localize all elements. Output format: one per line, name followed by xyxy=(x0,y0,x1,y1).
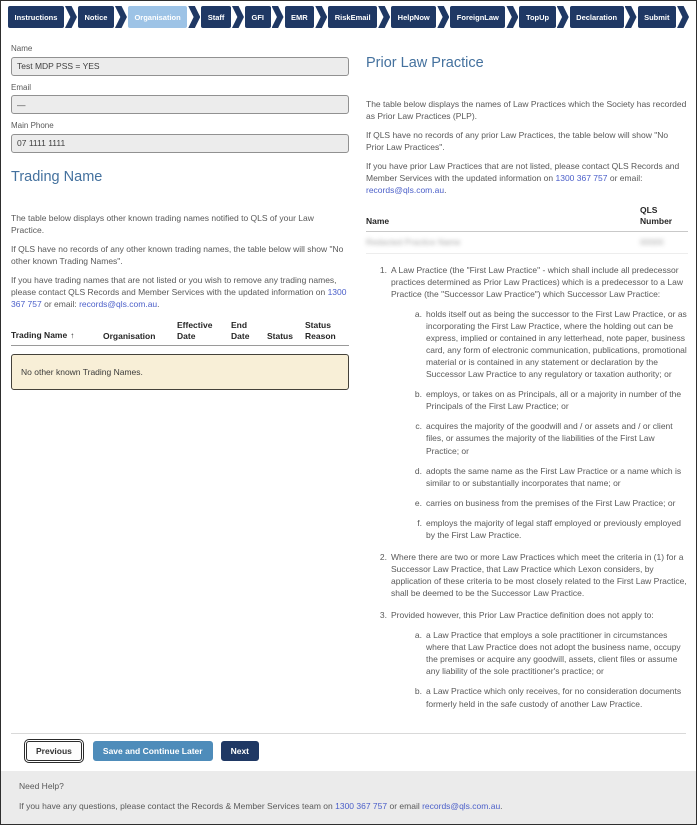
help-text xyxy=(19,801,678,811)
email-input[interactable] xyxy=(11,95,349,114)
plp-definitions-list xyxy=(366,264,688,710)
tab-staff[interactable] xyxy=(201,6,231,28)
chevron-right-icon xyxy=(506,6,518,28)
tab-notice[interactable] xyxy=(78,6,114,28)
list-letter: c. xyxy=(415,421,422,432)
main-phone-input[interactable] xyxy=(11,134,349,153)
list-letter: d. xyxy=(414,465,422,476)
subitem-text: acquires the majority of the goodwill and / or assets and / or client files, or assumes the majority of the liabilities of the First Law Practice; or xyxy=(426,421,673,456)
trading-column-header[interactable] xyxy=(231,318,267,346)
list-letter: a. xyxy=(414,630,422,641)
description-text: . xyxy=(157,298,160,309)
description-text: or email: xyxy=(44,298,77,309)
plp-description-3 xyxy=(366,160,688,196)
name-field-group xyxy=(11,44,349,76)
tab-label: EMR xyxy=(291,12,308,22)
list-number: 3. xyxy=(379,610,387,621)
chevron-right-icon xyxy=(272,6,284,28)
email-field-group xyxy=(11,83,349,115)
definition-subitem xyxy=(391,465,688,489)
tab-label: Notice xyxy=(84,12,108,22)
definition-subitem xyxy=(391,308,688,380)
list-number: 2. xyxy=(379,551,387,562)
definition-item xyxy=(375,609,688,709)
tab-label: HelpNow xyxy=(397,12,430,22)
description-text: . xyxy=(444,185,447,196)
no-trading-names-notice: No other known Trading Names. xyxy=(11,354,349,390)
trading-name-heading: Trading Name xyxy=(11,168,103,185)
plp-table-header-row xyxy=(366,203,688,231)
plp-description-2: If QLS have no records of any prior Law Practices, the table below will show "No Prior Law Practices". xyxy=(366,130,669,153)
description-text: or email: xyxy=(609,173,643,184)
tab-gfi[interactable] xyxy=(245,6,271,28)
definition-text: Provided however, this Prior Law Practice definition does not apply to: xyxy=(391,610,654,621)
breadcrumb xyxy=(1,1,696,32)
trading-table-header-row xyxy=(11,318,349,346)
trading-column-header[interactable] xyxy=(305,318,349,346)
help-text-body: If you have any questions, please contact the Records & Member Services team on xyxy=(19,800,333,811)
list-number: 1. xyxy=(379,264,387,275)
prior-law-practice-heading: Prior Law Practice xyxy=(366,55,484,71)
description-text: If you have trading names that are not listed or you wish to remove any trading names, please contact QLS Records and Member Services with the updated information on xyxy=(11,274,337,297)
prior-law-practices-table xyxy=(366,203,688,253)
chevron-right-icon xyxy=(625,6,637,28)
tab-label: Submit xyxy=(644,12,670,22)
help-footer xyxy=(1,771,696,824)
plp-description-1: The table below displays the names of Law Practices which the Society has recorded as Prior Law Practices (PLP). xyxy=(366,99,687,122)
tab-foreignlaw[interactable] xyxy=(450,6,505,28)
main-phone-field-group xyxy=(11,121,349,153)
definition-subitem xyxy=(391,517,688,541)
tab-helpnow[interactable] xyxy=(391,6,436,28)
right-column xyxy=(366,44,688,720)
chevron-right-icon xyxy=(557,6,569,28)
table-row xyxy=(366,231,688,253)
previous-button[interactable]: Previous xyxy=(26,741,82,761)
trading-column-header[interactable] xyxy=(103,318,177,346)
sort-ascending-icon: ↑ xyxy=(70,331,75,341)
save-and-continue-button[interactable]: Save and Continue Later xyxy=(93,741,213,761)
subitem-text: adopts the same name as the First Law Practice or a name which is similar to or substantially incorporates that name; or xyxy=(426,465,682,488)
column-header-label: Effective Date xyxy=(177,319,213,341)
name-label: Name xyxy=(11,44,33,53)
tab-label: Organisation xyxy=(134,12,181,22)
tab-label: RiskEmail xyxy=(334,12,371,22)
column-header-label: End Date xyxy=(231,319,250,341)
column-header-label: Organisation xyxy=(103,330,156,341)
name-column-header: Name xyxy=(366,203,640,231)
subitem-text: a Law Practice which only receives, for no consideration documents formerly held in the safe custody of another Law Practice. xyxy=(426,686,682,709)
trading-column-header[interactable] xyxy=(267,318,305,346)
definition-subitem xyxy=(391,497,688,509)
left-column xyxy=(11,44,349,720)
chevron-right-icon xyxy=(677,6,689,28)
list-letter: f. xyxy=(417,517,422,528)
definition-subitem xyxy=(391,420,688,456)
actions-bar xyxy=(1,734,696,771)
chevron-right-icon xyxy=(437,6,449,28)
column-header-label: Status xyxy=(267,330,293,341)
email-link[interactable]: records@qls.com.au xyxy=(79,298,158,309)
tab-riskemail[interactable] xyxy=(328,6,377,28)
chevron-right-icon xyxy=(115,6,127,28)
subitem-text: employs the majority of legal staff employed or previously employed by the First Law Practice. xyxy=(426,517,681,540)
subitem-text: a Law Practice that employs a sole practitioner in circumstances where that Law Practice does not adopt the business name, occupy the premises or acquire any goodwill, assets, client files or assume any liability of the sole practitioner's practice; or xyxy=(426,630,681,677)
chevron-right-icon xyxy=(188,6,200,28)
definition-subitem xyxy=(391,388,688,412)
tab-topup[interactable] xyxy=(519,6,555,28)
help-text-body: . xyxy=(500,800,503,811)
main-content xyxy=(1,32,696,720)
chevron-right-icon xyxy=(315,6,327,28)
chevron-right-icon xyxy=(232,6,244,28)
definition-text: A Law Practice (the "First Law Practice" - which shall include all predecessor practices determined as Prior Law Practices) which is a predecessor to a Law Practice (the "Successor Law Practice") which Successor Law Practice: xyxy=(391,264,683,299)
tab-label: Staff xyxy=(207,12,225,22)
phone-link[interactable]: 1300 367 757 xyxy=(335,800,388,811)
description-text: If you have prior Law Practices that are not listed, please contact QLS Records and Member Services with the updated information on xyxy=(366,161,680,184)
redacted-qls-number: 00000 xyxy=(640,236,664,247)
list-letter: a. xyxy=(414,308,422,319)
trading-name-description-2: If QLS have no records of any other known trading names, the table below will show "No other known Trading Names". xyxy=(11,243,344,266)
email-link[interactable]: records@qls.com.au xyxy=(366,185,445,196)
subitem-text: employs, or takes on as Principals, all or a majority in number of the Principals of the First Law Practice; or xyxy=(426,389,682,412)
column-header-label: Trading Name xyxy=(11,330,68,341)
list-letter: e. xyxy=(414,497,422,508)
trading-name-description-1: The table below displays other known trading names notified to QLS of your Law Practice. xyxy=(11,212,314,235)
definition-item xyxy=(375,264,688,541)
tab-label: Instructions xyxy=(14,12,58,22)
tab-label: GFI xyxy=(251,12,264,22)
tab-label: Declaration xyxy=(576,12,618,22)
definition-item xyxy=(375,551,688,599)
tab-label: TopUp xyxy=(525,12,550,22)
tab-declaration[interactable] xyxy=(570,6,624,28)
phone-link[interactable]: 1300 367 757 xyxy=(11,286,347,309)
trading-column-header[interactable] xyxy=(177,318,231,346)
tab-organisation[interactable] xyxy=(128,6,187,28)
email-label: Email xyxy=(11,82,32,92)
subitem-text: carries on business from the premises of the First Law Practice; or xyxy=(426,497,676,508)
help-text-body: or email xyxy=(389,800,420,811)
tab-instructions[interactable] xyxy=(8,6,64,28)
email-link[interactable]: records@qls.com.au xyxy=(422,800,501,811)
qls-number-column-header: QLS Number xyxy=(640,203,688,231)
main-phone-label: Main Phone xyxy=(11,121,54,130)
definition-subitem xyxy=(391,629,688,677)
subitem-text: holds itself out as being the successor to the First Law Practice, or as incorporating the First Law Practice, where the holding out can be express, implied or contained in any letterhead, note paper, business card, any form of electronic communication, publications, promotional material or is contained in any statement or declaration by the Successor Law Practice to any regulatory or taxation authority; or xyxy=(426,308,687,380)
list-letter: b. xyxy=(414,686,422,697)
phone-link[interactable]: 1300 367 757 xyxy=(555,173,608,184)
trading-name-description-3 xyxy=(11,274,349,310)
definition-subitem xyxy=(391,685,688,709)
need-help-heading: Need Help? xyxy=(19,780,64,791)
tab-submit[interactable] xyxy=(638,6,676,28)
chevron-right-icon xyxy=(378,6,390,28)
name-input[interactable] xyxy=(11,57,349,76)
definition-text: Where there are two or more Law Practices which meet the criteria in (1) for a Successor Law Practice, that Law Practice which Lexon considers, by application of these criteria to be most closely related to the First Law Practice, shall be deemed to be the Successor Law Practice. xyxy=(391,551,687,599)
next-button[interactable]: Next xyxy=(221,741,259,761)
chevron-right-icon xyxy=(65,6,77,28)
list-letter: b. xyxy=(414,389,422,400)
redacted-practice-name: Redacted Practice Name xyxy=(366,236,461,247)
tab-label: ForeignLaw xyxy=(456,12,499,22)
trading-column-header[interactable] xyxy=(11,318,103,346)
tab-emr[interactable] xyxy=(285,6,315,28)
column-header-label: Status Reason xyxy=(305,319,336,341)
trading-names-table xyxy=(11,318,349,346)
